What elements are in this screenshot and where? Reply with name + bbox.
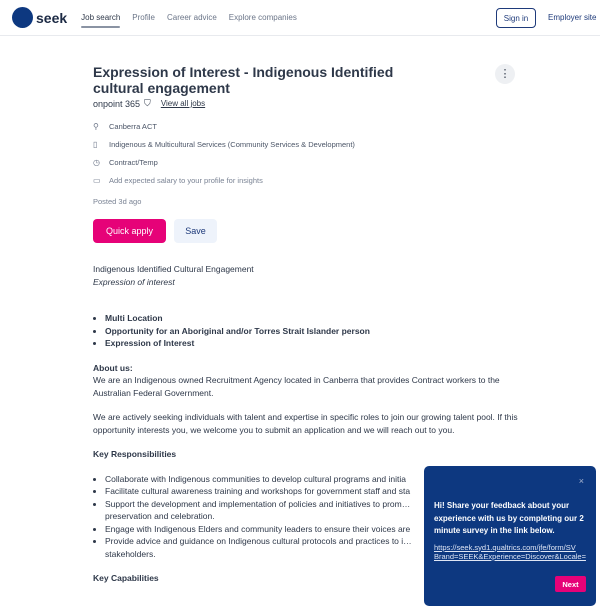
- list-item: • Provide advice and guidance on Indigenous cultural protocols and practices to i… stakeholders.: [105, 535, 417, 560]
- about-title: About us:: [93, 362, 133, 373]
- money-icon: ▭: [93, 176, 101, 185]
- view-all-jobs-link[interactable]: View all jobs: [160, 99, 206, 108]
- seek-logo[interactable]: seek: [12, 7, 67, 28]
- capabilities-title: Key Capabilities: [93, 573, 159, 583]
- salary-insight[interactable]: Add expected salary to your profile for insights: [109, 176, 263, 185]
- survey-link-line[interactable]: Brand=SEEK&Experience=Discover&Locale=: [434, 552, 586, 561]
- sign-in-button[interactable]: Sign in: [496, 8, 536, 28]
- nav-job-search[interactable]: Job search: [81, 9, 120, 26]
- category-icon: ▯: [93, 140, 98, 149]
- work-type: Contract/Temp: [109, 158, 158, 167]
- highlights-list: [105, 312, 518, 350]
- responsibilities-title: Key Responsibilities: [93, 449, 177, 459]
- list-item: • Multi Location: [105, 312, 518, 325]
- close-icon[interactable]: ×: [578, 476, 584, 486]
- top-nav: [0, 0, 600, 36]
- employer-site-link[interactable]: Employer site: [548, 13, 597, 22]
- save-button[interactable]: Save: [174, 219, 217, 243]
- list-item: • Opportunity for an Aboriginal and/or Torres Strait Islander person: [105, 325, 518, 338]
- nav-explore-companies[interactable]: Explore companies: [228, 13, 297, 22]
- about-text: We are actively seeking individuals with talent and expertise in specific roles to join our growing talent pool. If this opportunity interests you, we welcome you to submit an application and we will reach out to you.: [93, 412, 518, 435]
- posted-date: Posted 3d ago: [93, 197, 142, 206]
- list-item: • Collaborate with Indigenous communities to develop cultural programs and initia: [105, 473, 518, 486]
- survey-link-line[interactable]: https://seek.syd1.qualtrics.com/jfe/form/SV: [434, 542, 576, 552]
- list-item: • Engage with Indigenous Elders and community leaders to ensure their voices are: [105, 523, 518, 536]
- job-location: Canberra ACT: [109, 122, 157, 131]
- location-icon: ⚲: [93, 122, 99, 131]
- nav-profile[interactable]: Profile: [132, 13, 155, 22]
- nav-career-advice[interactable]: Career advice: [166, 13, 217, 22]
- survey-popup: [424, 466, 596, 606]
- next-button[interactable]: Next: [555, 576, 586, 592]
- desc-heading: Indigenous Identified Cultural Engagement: [93, 264, 254, 274]
- survey-text: Hi! Share your feedback about your experience with us by completing our 2 minute survey in the link below.: [434, 501, 584, 535]
- logo-icon: [12, 7, 33, 28]
- list-item: • Facilitate cultural awareness training and workshops for government staff and sta: [105, 485, 518, 498]
- company-name: onpoint 365: [93, 98, 141, 109]
- desc-subheading: Expression of interest: [93, 276, 175, 287]
- quick-apply-button[interactable]: Quick apply: [93, 219, 166, 243]
- verified-icon: ⛉: [144, 98, 151, 108]
- job-category: Indigenous & Multicultural Services (Community Services & Development): [109, 140, 355, 149]
- survey-link[interactable]: [434, 543, 586, 562]
- list-item: • Support the development and implementation of policies and initiatives to prom… preservation and celebration.: [105, 498, 417, 523]
- clock-icon: ◷: [93, 158, 100, 167]
- more-options-icon[interactable]: ⋮: [495, 64, 515, 84]
- about-text: We are an Indigenous owned Recruitment Agency located in Canberra that provides Contract workers to the Australian Federal Government.: [93, 375, 500, 398]
- list-item: • Expression of Interest: [105, 337, 518, 350]
- job-title: Expression of Interest - Indigenous Identified cultural engagement: [93, 64, 394, 96]
